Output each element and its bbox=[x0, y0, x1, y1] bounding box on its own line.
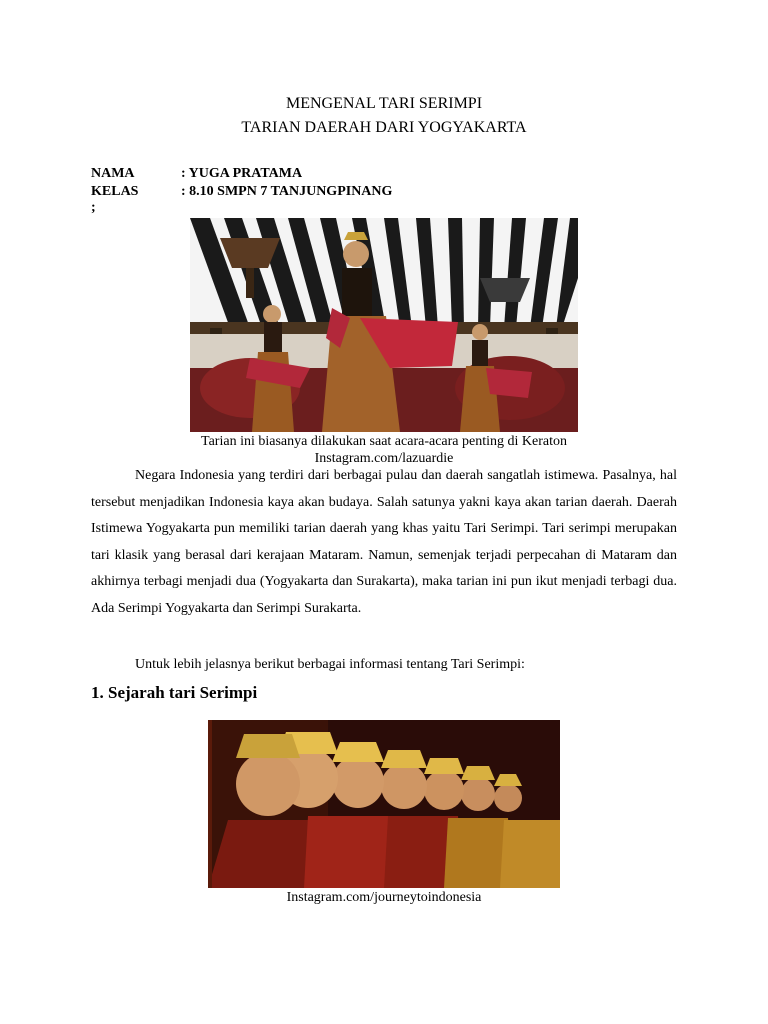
stray-semicolon: ; bbox=[91, 200, 96, 215]
section-heading-sejarah: 1. Sejarah tari Serimpi bbox=[91, 683, 258, 702]
dancers-photo bbox=[190, 218, 578, 432]
nama-value: : YUGA PRATAMA bbox=[181, 166, 303, 181]
kelas-value: : 8.10 SMPN 7 TANJUNGPINANG bbox=[181, 184, 393, 199]
intro-paragraph: Negara Indonesia yang terdiri dari berbagai pulau dan daerah sangatlah istimewa. Pasalnya, hal tersebut menjadikan Indonesia kaya akan budaya. Salah satunya yakni kaya akan tarian daerah. Daerah Istimewa Yogyakarta pun memiliki tarian daerah yang khas yaitu Tari Serimpi. Tari serimpi merupakan tari klasik yang berasal dari kerajaan Mataram. Namun, semenjak terjadi perpecahan di Mataram dan akhirnya terbagi menjadi dua (Yogyakarta dan Surakarta), maka tarian ini pun ikut menjadi terbagi dua. Ada Serimpi Yogyakarta dan Serimpi Surakarta. bbox=[91, 468, 677, 616]
figure2-caption: Instagram.com/journeytoindonesia bbox=[286, 890, 482, 905]
nama-label: NAMA bbox=[91, 166, 135, 181]
figure1-caption-line1: Tarian ini biasanya dilakukan saat acara-acara penting di Keraton bbox=[201, 434, 567, 449]
figure1-caption-line2: Instagram.com/lazuardie bbox=[314, 451, 454, 466]
info-paragraph: Untuk lebih jelasnya berikut berbagai informasi tentang Tari Serimpi: bbox=[135, 657, 525, 672]
kelas-label: KELAS bbox=[91, 184, 139, 199]
document-title-line2: TARIAN DAERAH DARI YOGYAKARTA bbox=[241, 119, 527, 136]
dancers-line-photo bbox=[208, 720, 560, 888]
document-title-line1: MENGENAL TARI SERIMPI bbox=[285, 95, 483, 112]
